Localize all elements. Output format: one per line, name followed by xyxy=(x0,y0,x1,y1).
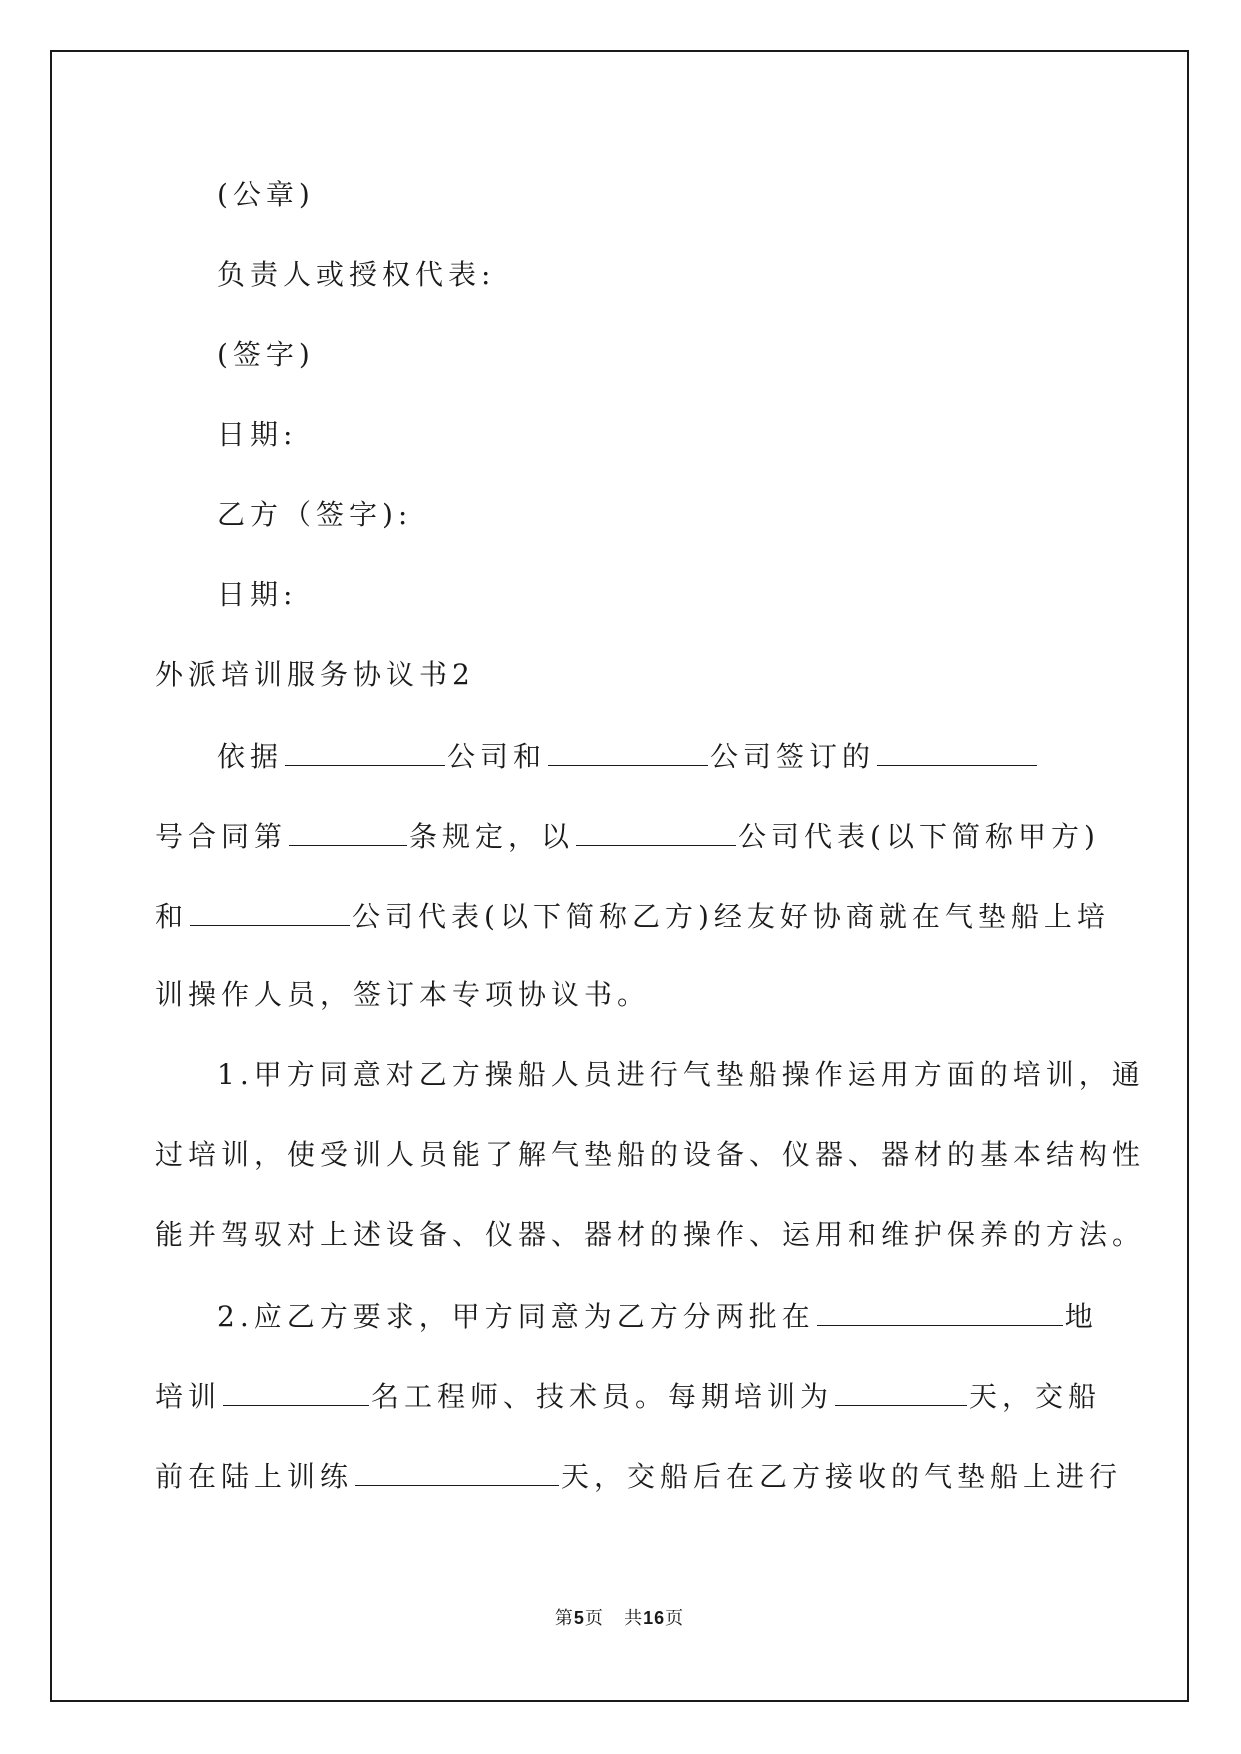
text-segment: 公司和 xyxy=(447,740,547,773)
text-segment: 公司代表(以下简称甲方) xyxy=(738,820,1100,853)
fill-blank xyxy=(576,815,736,846)
footer-total-suffix: 页 xyxy=(665,1608,685,1629)
date-label-2: 日期: xyxy=(217,578,298,611)
text-segment: 地 xyxy=(1064,1300,1098,1333)
party-b-signature-label: 乙方（签字): xyxy=(217,498,413,531)
text-segment: 公司签订的 xyxy=(710,740,876,773)
seal-label: (公章) xyxy=(217,178,315,211)
paragraph-3-line-2 xyxy=(155,1375,1101,1417)
paragraph-1-line-2 xyxy=(155,815,1100,857)
fill-blank xyxy=(289,815,407,846)
footer-total-prefix: 共 xyxy=(624,1608,644,1629)
section-title: 外派培训服务协议书2 xyxy=(155,658,475,691)
text-segment: 天，交船 xyxy=(969,1380,1102,1413)
total-pages: 16 xyxy=(643,1608,666,1628)
paragraph-3-line-1 xyxy=(217,1295,1098,1337)
date-label-1: 日期: xyxy=(217,418,298,451)
paragraph-1-line-3 xyxy=(155,895,1110,937)
paragraph-3-line-3 xyxy=(155,1455,1122,1497)
text-segment: 2.应乙方要求，甲方同意为乙方分两批在 xyxy=(217,1300,815,1333)
fill-blank xyxy=(190,895,350,926)
text-segment: 和 xyxy=(155,900,189,933)
text-segment: 公司代表(以下简称乙方)经友好协商就在气垫船上培 xyxy=(352,900,1110,933)
fill-blank xyxy=(877,735,1037,766)
text-segment: 依据 xyxy=(217,740,284,773)
representative-label: 负责人或授权代表: xyxy=(217,258,496,291)
paragraph-2-line-2: 过培训，使受训人员能了解气垫船的设备、仪器、器材的基本结构性 xyxy=(155,1138,1146,1171)
paragraph-1-line-1 xyxy=(217,735,1039,777)
fill-blank xyxy=(285,735,445,766)
fill-blank xyxy=(817,1295,1063,1326)
paragraph-2-line-3: 能并驾驭对上述设备、仪器、器材的操作、运用和维护保养的方法。 xyxy=(155,1218,1146,1251)
footer-page-suffix: 页 xyxy=(584,1608,604,1629)
signature-label: (签字) xyxy=(217,338,315,371)
text-segment: 前在陆上训练 xyxy=(155,1460,354,1493)
fill-blank xyxy=(223,1375,369,1406)
page-footer xyxy=(52,1604,1187,1630)
text-segment: 天，交船后在乙方接收的气垫船上进行 xyxy=(561,1460,1123,1493)
paragraph-2-line-1: 1.甲方同意对乙方操船人员进行气垫船操作运用方面的培训，通 xyxy=(217,1058,1145,1091)
fill-blank xyxy=(548,735,708,766)
fill-blank xyxy=(835,1375,967,1406)
fill-blank xyxy=(355,1455,559,1486)
text-segment: 培训 xyxy=(155,1380,222,1413)
page-number: 5 xyxy=(573,1608,585,1628)
text-segment: 号合同第 xyxy=(155,820,288,853)
paragraph-1-line-4: 训操作人员，签订本专项协议书。 xyxy=(155,978,651,1011)
text-segment: 名工程师、技术员。每期培训为 xyxy=(371,1380,834,1413)
footer-prefix: 第 xyxy=(554,1608,574,1629)
document-page xyxy=(50,50,1189,1702)
text-segment: 条规定，以 xyxy=(409,820,575,853)
